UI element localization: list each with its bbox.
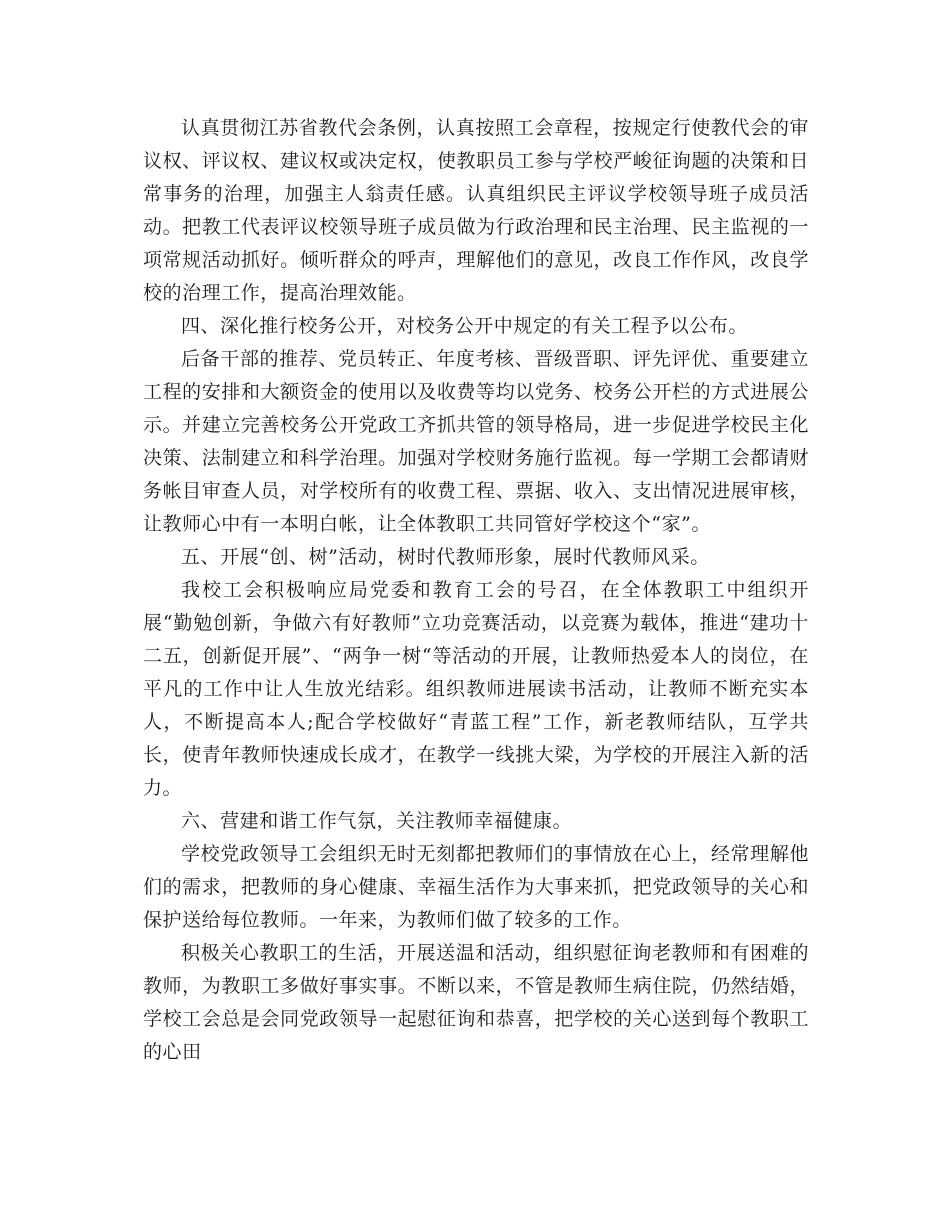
paragraph-staff-welfare: 积极关心教职工的生活，开展送温和活动，组织慰征询老教师和有困难的教师，为教职工多做好事实事。不断以来，不管是教师生病住院，仍然结婚，学校工会总是会同党政领导一起慰征询和恭喜，把学校的关心送到每个教职工的心田 <box>143 942 809 1063</box>
document-page <box>143 112 809 1069</box>
paragraph-leadership-care: 学校党政领导工会组织无时无刻都把教师们的事情放在心上，经常理解他们的需求，把教师的身心健康、幸福生活作为大事来抓，把党政领导的关心和保护送给每位教师。一年来，为教师们做了较多的工作。 <box>143 843 809 931</box>
paragraph-public-disclosure: 后备干部的推荐、党员转正、年度考核、晋级晋职、评先评优、重要建立工程的安排和大额资金的使用以及收费等均以党务、校务公开栏的方式进展公示。并建立完善校务公开党政工齐抓共管的领导格局，进一步促进学校民主化决策、法制建立和科学治理。加强对学校财务施行监视。每一学期工会都请财务帐目审查人员，对学校所有的收费工程、票据、收入、支出情况进展审核，让教师心中有一本明白帐，让全体教职工共同管好学校这个“家”。 <box>143 348 809 535</box>
heading-harmonious-atmosphere: 六、营建和谐工作气氛，关注教师幸福健康。 <box>181 810 573 832</box>
paragraph-union-competition: 我校工会积极响应局党委和教育工会的号召，在全体教职工中组织开展“勤勉创新，争做六有好教师”立功竞赛活动，以竞赛为载体，推进“建功十二五，创新促开展”、“两争一树“等活动的开展，让教师热爱本人的岗位，在平凡的工作中让人生放光结彩。组织教师进展读书活动，让教师不断充实本人，不断提高本人;配合学校做好“青蓝工程”工作，新老教师结队，互学共长，使青年教师快速成长成才，在教学一线挑大梁，为学校的开展注入新的活力。 <box>143 579 809 799</box>
heading-school-affairs-openness: 四、深化推行校务公开，对校务公开中规定的有关工程予以公布。 <box>181 315 748 337</box>
paragraph-congress-regulations: 认真贯彻江苏省教代会条例，认真按照工会章程，按规定行使教代会的审议权、评议权、建议权或决定权，使教职员工参与学校严峻征询题的决策和日常事务的治理，加强主人翁责任感。认真组织民主评议学校领导班子成员活动。把教工代表评议校领导班子成员做为行政治理和民主治理、民主监视的一项常规活动抓好。倾听群众的呼声，理解他们的意见，改良工作作风，改良学校的治理工作，提高治理效能。 <box>143 117 809 304</box>
heading-create-establish-activity: 五、开展“创、树”活动，树时代教师形象，展时代教师风采。 <box>181 546 710 568</box>
